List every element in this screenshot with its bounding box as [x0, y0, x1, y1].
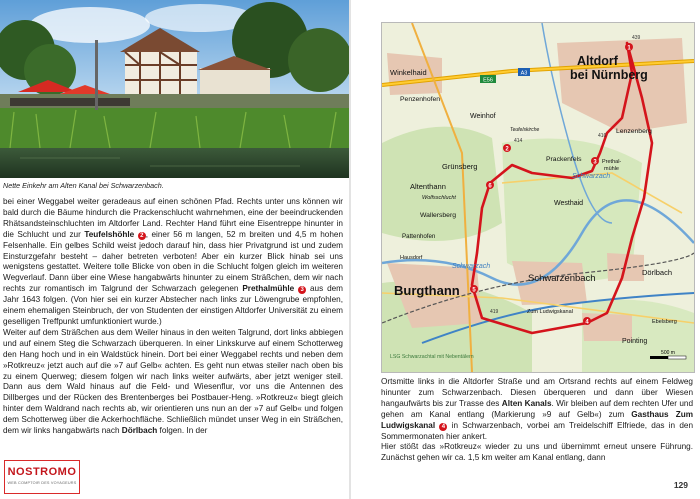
waypoint-badge: 3 — [298, 286, 306, 294]
waypoint-4: 4 — [585, 319, 589, 326]
waypoint-1: 1 — [627, 45, 631, 52]
paragraph: Hier stößt das »Rotkreuz« wieder zu uns und übernimmt erneut unsere Führung. Zunächst gehen wir ca. 1,5 km weiter am Kanal entlang, dann — [381, 442, 693, 463]
waypoint-6: 6 — [488, 183, 492, 190]
doerlbach-term: Dörlbach — [121, 426, 158, 436]
town-altdorf: Altdorf — [577, 54, 618, 68]
town-weinhof: Weinhof — [470, 113, 496, 120]
town-prethalmuehle: Prethal- — [602, 159, 622, 165]
teufelshoehle-term: Teufelshöhle — [84, 229, 135, 239]
paragraph: bei einer Weggabel weiter geradeaus auf einen schönen Pfad. Rechts unter uns können wir bald durch die Bäume hindurch die Prackenschlucht wahrnehmen, eine der beeindruckenden Rhätsandsteinschluchten im Altdorfer Land. Rechter Hand führt eine Eisentreppe hinunter in die Schlucht und zur Teufelshöhle 2 , einer 56 m langen, 52 m breiten und 4,5 m hohen Felsenhalle. Ein gelbes Schild weist jedoch darauf hin, dass hier Privatgrund ist und zudem Einsturzgefahr besteht – daher betreten verboten! Aber ein kurzer Blick hinab sei uns wenigstens gestattet. Weitere tolle Blicke von oben in die Schlucht folgen gleich im weiteren Wegverlauf. Dann über eine Wiese hangabwärts hinunter zu einem Sträßchen, dem wir nach rechts zur romantisch im Talgrund der Schwarzach gelegenen Prethalmühle 3 aus dem Jahr 1643 folgen. (Von hier sei ein kurzer Abstecher nach links zur Löwengrube empfohlen, einem ehemaligen Steinbruch, der von Studenten der einstigen Altdorfer Universität zu einem geselligen Treffpunkt umfunktioniert wurde.) — [3, 197, 344, 326]
town-gruensberg: Grünsberg — [442, 162, 478, 171]
town-prethalmuehle-2: mühle — [604, 166, 619, 172]
alter-kanal-term: Alten Kanals — [501, 398, 552, 408]
elevation-419: 419 — [490, 309, 499, 315]
photo-caption: Nette Einkehr am Alten Kanal bei Schwarzenbach. — [3, 181, 164, 190]
elevation-439: 439 — [632, 35, 641, 41]
town-ebelsberg: Ebelsberg — [652, 319, 677, 325]
town-hausdorf: Hausdorf — [400, 255, 423, 261]
town-schwarzenbach: Schwarzenbach — [528, 273, 596, 284]
town-pattenhofen: Pattenhofen — [402, 233, 436, 240]
right-page — [351, 0, 700, 499]
left-page — [0, 0, 349, 499]
town-altdorf-2: bei Nürnberg — [570, 68, 648, 82]
paragraph: Weiter auf dem Sträßchen aus dem Weiler hinaus in den weiten Talgrund, dort links abbiegen und auf einem Steg die Schwarzach überqueren. In einer Linkskurve auf einem Schotterweg den Hang hoch und in ein Waldstück hinein. Dort bei einer Weggabel rechts und neben dem »Rotkreuz« jetzt auch auf die »7 auf Gelb« achten. Es geht nun etwas steiler nach oben bis zu einem Querweg; diesem folgen wir nach links weiter aufwärts, aber jetzt weniger steil. Dann aus dem Wald hinaus auf die Feld- und Wiesenflur, vor uns die Antennen des Dillberges und der Rücken des Brentenberges bei Postbauer-Heng. »Rotkreuz« biegt gleich hinter dem Waldrand nach rechts ab, wir orientieren uns nun an der »7 auf Gelb« und folgen dem Schotterweg über die Ackerhochfläche. Schließlich mündet unser Weg in ein Sträßchen, dem wir links hangabwärts nach Dörlbach folgen. In der — [3, 327, 343, 436]
town-burgthann: Burgthann — [394, 283, 460, 298]
town-doerlbach: Dörlbach — [642, 268, 673, 277]
left-body-text — [3, 197, 343, 437]
town-wallersberg: Wallersberg — [420, 212, 457, 219]
page-number: 129 — [673, 480, 688, 490]
town-altenthann: Altenthann — [410, 182, 446, 191]
waypoint-5: 5 — [472, 287, 476, 294]
town-pointing: Pointing — [622, 338, 648, 345]
right-body-text — [381, 377, 693, 464]
waypoint-badge: 4 — [439, 423, 447, 431]
route-map — [381, 22, 695, 373]
elevation-414: 414 — [514, 138, 523, 144]
river-schwarzach-2: Schwarzach — [452, 263, 491, 270]
label-ludwigskanal: Zum Ludwigskanal — [527, 309, 573, 315]
scale-label: 500 m — [661, 350, 675, 356]
nostromo-logo: NOSTROMO WEB COMPTOIR DES VOYAGEURS — [4, 460, 80, 494]
waypoint-badge: 2 — [138, 232, 146, 240]
label-lsg: LSG Schwarzachtal mit Nebentälern — [390, 354, 474, 360]
town-penzenhofen: Penzenhofen — [400, 96, 441, 103]
label-wolfsschlucht: Wolfsschlucht — [422, 195, 456, 201]
paragraph: Ortsmitte links in die Altdorfer Straße und am Ortsrand rechts auf einem Feldweg hinunter zum Schwarzenbach. Diesen überqueren und dann über Wiesen hangaufwärts bis zur Trasse des Alten Kanals. Wir bleiben auf dem rechten Ufer und gehen am Kanal entlang (Markierung »9 auf Gelb«) zum Gasthaus Zum Ludwigskanal 4 in Schwarzenbach, vorbei am Treidelschiff Elfriede, das in den Sommermonaten hier ankert. — [381, 377, 693, 441]
prethalmuehle-term: Prethalmühle — [242, 284, 295, 294]
label-teufelskirche: Teufelskirche — [510, 127, 540, 133]
gasthaus-term: Gasthaus Zum Ludwigskanal — [381, 409, 693, 430]
waypoint-2: 2 — [505, 146, 509, 153]
town-prackenfels: Prackenfels — [546, 156, 582, 163]
town-westhaid: Westhaid — [554, 200, 584, 207]
river-schwarzach: Schwarzach — [572, 173, 611, 180]
elevation-416: 416 — [598, 133, 607, 139]
photo-canal-inn — [0, 0, 349, 178]
road-e56: E56 — [483, 77, 493, 84]
road-a3: A3 — [520, 70, 528, 77]
waypoint-3: 3 — [593, 159, 597, 166]
town-lenzenberg: Lenzenberg — [616, 128, 652, 135]
town-winkelhaid: Winkelhaid — [390, 68, 427, 77]
